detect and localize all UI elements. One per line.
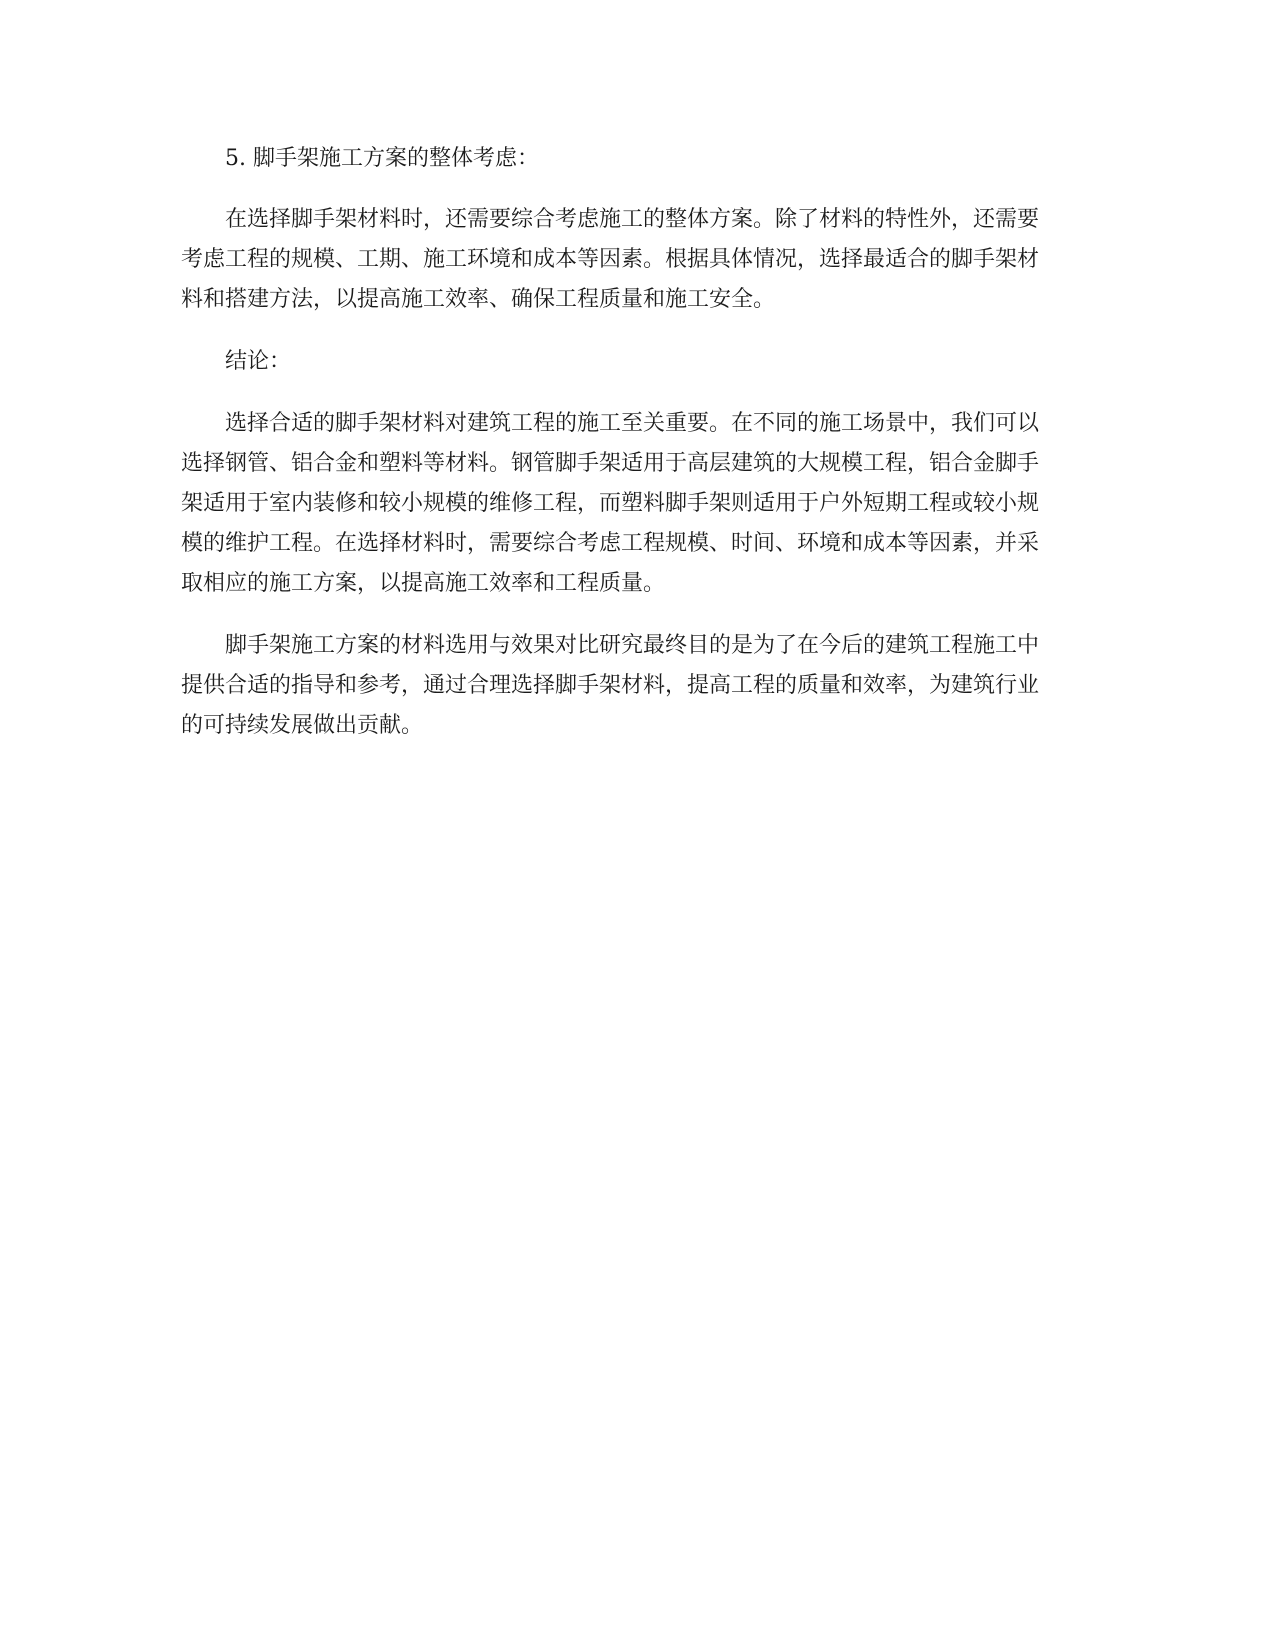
body-paragraph: 脚手架施工方案的材料选用与效果对比研究最终目的是为了在今后的建筑工程施工中提供合适的指导和参考，通过合理选择脚手架材料，提高工程的质量和效率，为建筑行业的可持续发展做出贡献。 [181, 633, 1040, 738]
body-paragraph: 选择合适的脚手架材料对建筑工程的施工至关重要。在不同的施工场景中，我们可以选择钢管、铝合金和塑料等材料。钢管脚手架适用于高层建筑的大规模工程，铝合金脚手架适用于室内装修和较小规模的维修工程，而塑料脚手架则适用于户外短期工程或较小规模的维护工程。在选择材料时，需要综合考虑工程规模、时间、环境和成本等因素，并采取相应的施工方案，以提高施工效率和工程质量。 [181, 411, 1040, 596]
document-body [181, 139, 1039, 746]
body-paragraph: 在选择脚手架材料时，还需要综合考虑施工的整体方案。除了材料的特性外，还需要考虑工程的规模、工期、施工环境和成本等因素。根据具体情况，选择最适合的脚手架材料和搭建方法，以提高施工效率、确保工程质量和施工安全。 [181, 207, 1040, 312]
conclusion-heading: 结论： [225, 349, 292, 374]
section-heading: 5. 脚手架施工方案的整体考虑： [225, 146, 539, 171]
